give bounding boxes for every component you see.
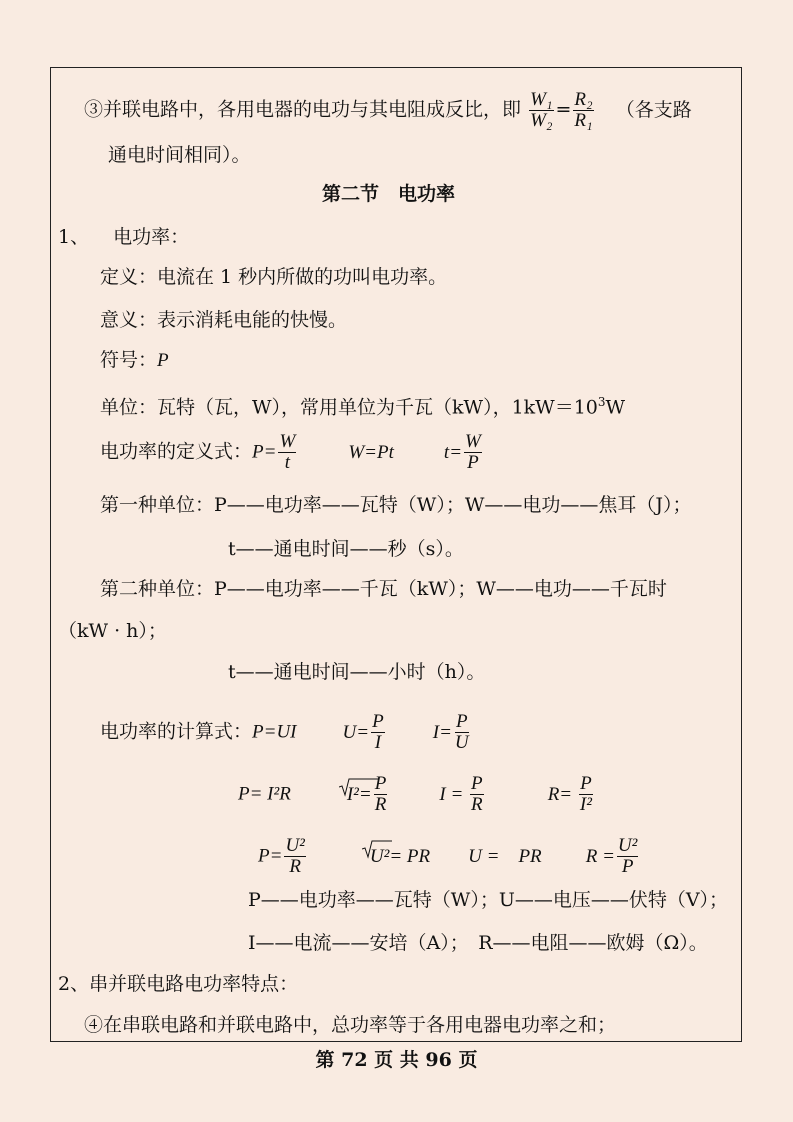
second-unit-cont: （kW · h）； <box>58 620 167 642</box>
formula-row-2: P= $\frac{\text{U²}}{R}$ U²= PR U = PR R = $\frac{\text{U²}}{P}$ <box>258 835 638 877</box>
parallel-work-line: ③并联电路中，各用电器的电功与其电阻成反比，即 $\frac{\text{W₁}}{\text{W₂}}$ = $\frac{\text{R₂}}{\text{R₁}}$ （各支路 <box>84 89 692 131</box>
first-unit-line: 第一种单位：P——电功率——瓦特（W）；W——电功——焦耳（J）； <box>100 494 692 516</box>
legend-2: I——电流——安培（A）； R——电阻——欧姆（Ω）。 <box>248 932 708 954</box>
second-unit-time: t——通电时间——小时（h）。 <box>228 661 486 683</box>
legend-1: P——电功率——瓦特（W）；U——电压——伏特（V）； <box>248 889 729 911</box>
w-ratio-fraction: $\frac{\text{W₁}}{\text{W₂}}$ <box>530 89 553 131</box>
sqrt-icon <box>339 777 379 797</box>
first-unit-time: t——通电时间——秒（s）。 <box>228 538 464 560</box>
meaning: 意义：表示消耗电能的快慢。 <box>100 309 348 331</box>
parallel-work-line-cont: 通电时间相同）。 <box>108 144 251 166</box>
calc-formula: 电功率的计算式：P=UI U= $\frac{P}{I}$ I= $\frac{P}{U}$ <box>100 711 469 753</box>
symbol: 符号：P <box>100 349 169 371</box>
item-1: 1、 电功率： <box>58 226 190 248</box>
sqrt-icon-2 <box>362 839 392 859</box>
item-2: 2、串并联电路电功率特点： <box>58 973 299 995</box>
second-unit-line: 第二种单位：P——电功率——千瓦（kW）；W——电功——千瓦时 <box>100 578 667 600</box>
section-title: 第二节 电功率 <box>322 183 456 205</box>
definition-formula: 电功率的定义式：P= $\frac{W}{t}$ W=Pt t= $\frac{W}{P}$ <box>100 431 481 473</box>
page-footer: 第 72 页 共 96 页 <box>315 1049 478 1071</box>
r-ratio-fraction: $\frac{\text{R₂}}{\text{R₁}}$ <box>574 89 593 131</box>
definition: 定义：电流在 1 秒内所做的功叫电功率。 <box>100 266 448 288</box>
formula-row-1: P= I²R I²= $\frac{P}{R}$ I = $\frac{P}{R}$ R= $\frac{P}{\text{I²}}$ <box>238 773 592 815</box>
item-4: ④在串联电路和并联电路中，总功率等于各用电器电功率之和； <box>84 1014 617 1036</box>
unit: 单位：瓦特（瓦，W），常用单位为千瓦（kW），$1kW=10^3W$ <box>100 395 626 419</box>
